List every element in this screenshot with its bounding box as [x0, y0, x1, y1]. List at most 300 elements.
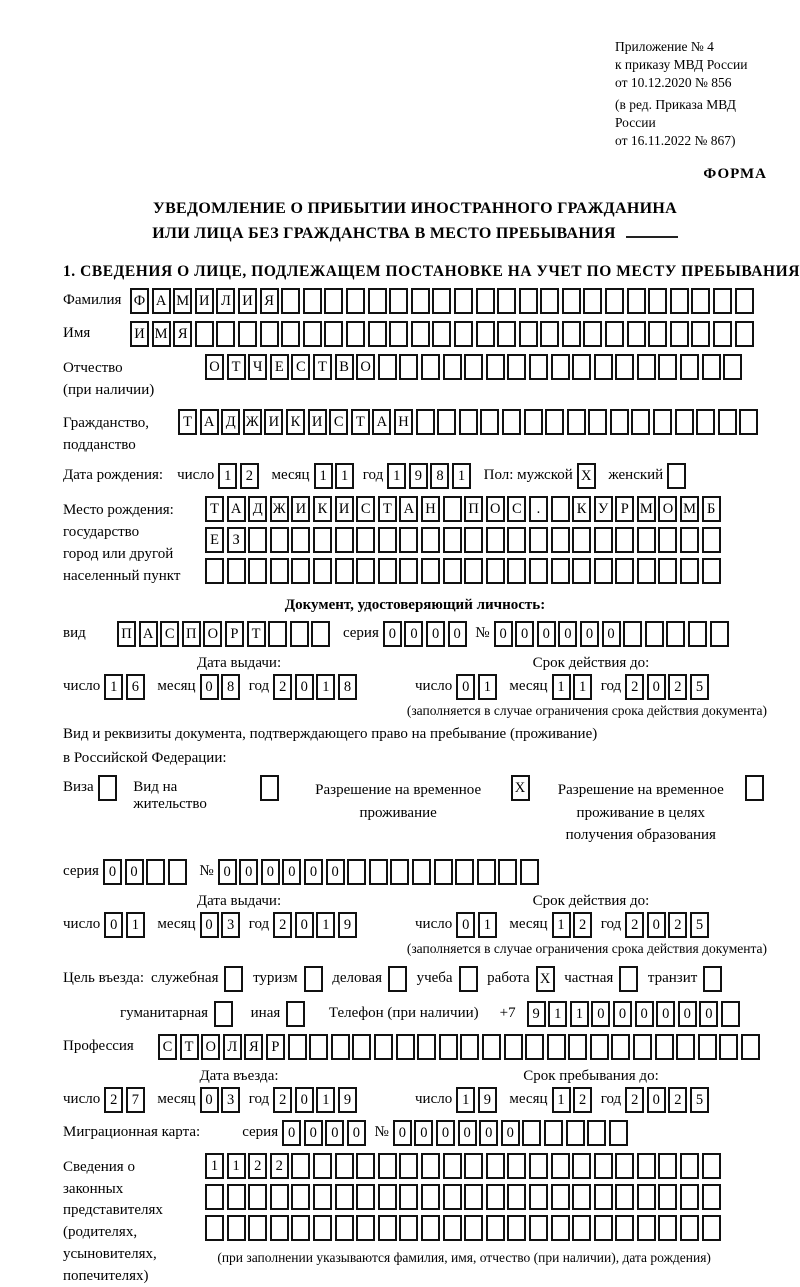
cell-box[interactable] — [421, 527, 440, 553]
cell-box[interactable] — [248, 1215, 267, 1241]
cell-box[interactable] — [281, 288, 300, 314]
cell-box[interactable]: В — [335, 354, 354, 380]
cell-box[interactable] — [411, 288, 430, 314]
cell-box[interactable] — [399, 1184, 418, 1210]
cell-box[interactable] — [675, 409, 694, 435]
cell-box[interactable]: С — [291, 354, 310, 380]
cell-box[interactable] — [389, 321, 408, 347]
cell-box[interactable]: А — [139, 621, 158, 647]
cell-box[interactable] — [648, 321, 667, 347]
checkbox-private[interactable] — [619, 966, 638, 992]
cell-box[interactable] — [551, 558, 570, 584]
cell-box[interactable]: 0 — [239, 859, 258, 885]
cell-box[interactable] — [645, 621, 664, 647]
cell-box[interactable]: А — [227, 496, 246, 522]
cell-box[interactable] — [713, 288, 732, 314]
cell-box[interactable] — [702, 1153, 721, 1179]
cell-box[interactable]: 0 — [458, 1120, 477, 1146]
cell-box[interactable]: Т — [378, 496, 397, 522]
cell-box[interactable] — [688, 621, 707, 647]
cell-box[interactable] — [368, 288, 387, 314]
cell-box[interactable] — [396, 1034, 415, 1060]
cell-box[interactable]: 9 — [478, 1087, 497, 1113]
cell-box[interactable] — [723, 354, 742, 380]
cell-box[interactable] — [313, 1184, 332, 1210]
cell-box[interactable]: 1 — [335, 463, 354, 489]
cell-box[interactable] — [680, 558, 699, 584]
cell-box[interactable] — [227, 1184, 246, 1210]
cell-box[interactable] — [303, 288, 322, 314]
cell-box[interactable]: И — [291, 496, 310, 522]
cell-box[interactable]: И — [308, 409, 327, 435]
cell-box[interactable] — [486, 1215, 505, 1241]
cell-box[interactable] — [551, 1184, 570, 1210]
cell-box[interactable]: 0 — [591, 1001, 610, 1027]
checkbox-male[interactable]: X — [577, 463, 596, 489]
cell-box[interactable]: Т — [227, 354, 246, 380]
cell-box[interactable] — [623, 621, 642, 647]
cell-box[interactable] — [680, 354, 699, 380]
cell-box[interactable] — [477, 859, 496, 885]
cell-box[interactable] — [702, 354, 721, 380]
cell-box[interactable]: 9 — [409, 463, 428, 489]
cell-box[interactable]: 6 — [126, 674, 145, 700]
cell-box[interactable] — [480, 409, 499, 435]
cell-box[interactable]: 9 — [338, 1087, 357, 1113]
cell-box[interactable] — [352, 1034, 371, 1060]
cell-box[interactable] — [346, 288, 365, 314]
cell-box[interactable]: 0 — [295, 1087, 314, 1113]
cell-box[interactable] — [735, 321, 754, 347]
cell-box[interactable] — [735, 288, 754, 314]
cell-box[interactable] — [482, 1034, 501, 1060]
cell-box[interactable] — [702, 1215, 721, 1241]
cell-box[interactable]: С — [160, 621, 179, 647]
cell-box[interactable] — [610, 409, 629, 435]
cell-box[interactable] — [507, 1215, 526, 1241]
cell-box[interactable] — [227, 1215, 246, 1241]
cell-box[interactable] — [594, 1215, 613, 1241]
cell-box[interactable]: З — [227, 527, 246, 553]
cell-box[interactable] — [390, 859, 409, 885]
cell-box[interactable] — [378, 527, 397, 553]
cell-box[interactable]: 1 — [548, 1001, 567, 1027]
cell-box[interactable] — [609, 1120, 628, 1146]
cell-box[interactable] — [676, 1034, 695, 1060]
cell-box[interactable]: 0 — [404, 621, 423, 647]
cell-box[interactable] — [529, 354, 548, 380]
cell-box[interactable] — [547, 1034, 566, 1060]
cell-box[interactable] — [594, 354, 613, 380]
cell-box[interactable]: П — [117, 621, 136, 647]
cell-box[interactable] — [627, 321, 646, 347]
cell-box[interactable]: А — [200, 409, 219, 435]
cell-box[interactable]: 1 — [314, 463, 333, 489]
cell-box[interactable] — [658, 1184, 677, 1210]
cell-box[interactable]: Е — [270, 354, 289, 380]
cell-box[interactable]: Е — [205, 527, 224, 553]
cell-box[interactable] — [567, 409, 586, 435]
cell-box[interactable]: А — [372, 409, 391, 435]
cell-box[interactable]: О — [658, 496, 677, 522]
cell-box[interactable]: 0 — [104, 912, 123, 938]
cell-box[interactable] — [670, 321, 689, 347]
cell-box[interactable] — [464, 558, 483, 584]
checkbox-temp-residence-education[interactable] — [745, 775, 764, 801]
cell-box[interactable]: 0 — [200, 674, 219, 700]
cell-box[interactable] — [551, 496, 570, 522]
cell-box[interactable]: . — [529, 496, 548, 522]
cell-box[interactable]: 0 — [647, 674, 666, 700]
cell-box[interactable]: 0 — [200, 912, 219, 938]
cell-box[interactable] — [615, 1184, 634, 1210]
cell-box[interactable] — [195, 321, 214, 347]
cell-box[interactable] — [399, 1215, 418, 1241]
cell-box[interactable] — [551, 527, 570, 553]
cell-box[interactable] — [432, 321, 451, 347]
cell-box[interactable] — [417, 1034, 436, 1060]
cell-box[interactable]: 1 — [316, 674, 335, 700]
cell-box[interactable] — [399, 558, 418, 584]
cell-box[interactable]: 5 — [690, 674, 709, 700]
cell-box[interactable]: 0 — [325, 1120, 344, 1146]
cell-box[interactable]: 9 — [338, 912, 357, 938]
cell-box[interactable] — [455, 859, 474, 885]
cell-box[interactable] — [399, 1153, 418, 1179]
cell-box[interactable] — [205, 1184, 224, 1210]
cell-box[interactable] — [443, 527, 462, 553]
cell-box[interactable] — [291, 558, 310, 584]
cell-box[interactable]: О — [356, 354, 375, 380]
cell-box[interactable] — [529, 527, 548, 553]
cell-box[interactable]: Д — [248, 496, 267, 522]
cell-box[interactable]: 8 — [338, 674, 357, 700]
cell-box[interactable] — [378, 558, 397, 584]
cell-box[interactable]: Т — [313, 354, 332, 380]
cell-box[interactable] — [497, 321, 516, 347]
cell-box[interactable] — [653, 409, 672, 435]
cell-box[interactable] — [248, 558, 267, 584]
cell-box[interactable]: 3 — [221, 1087, 240, 1113]
cell-box[interactable] — [572, 1153, 591, 1179]
cell-box[interactable] — [615, 354, 634, 380]
cell-box[interactable]: 0 — [678, 1001, 697, 1027]
cell-box[interactable] — [615, 1215, 634, 1241]
cell-box[interactable] — [437, 409, 456, 435]
cell-box[interactable]: 2 — [625, 912, 644, 938]
cell-box[interactable] — [290, 621, 309, 647]
cell-box[interactable]: 2 — [625, 1087, 644, 1113]
cell-box[interactable] — [443, 1153, 462, 1179]
cell-box[interactable]: 2 — [573, 1087, 592, 1113]
cell-box[interactable]: 0 — [602, 621, 621, 647]
cell-box[interactable] — [421, 558, 440, 584]
cell-box[interactable]: И — [238, 288, 257, 314]
cell-box[interactable] — [627, 288, 646, 314]
cell-box[interactable] — [421, 1184, 440, 1210]
cell-box[interactable] — [551, 1215, 570, 1241]
cell-box[interactable] — [507, 527, 526, 553]
cell-box[interactable]: 1 — [316, 912, 335, 938]
cell-box[interactable] — [416, 409, 435, 435]
cell-box[interactable] — [443, 354, 462, 380]
cell-box[interactable]: 2 — [273, 1087, 292, 1113]
cell-box[interactable] — [562, 321, 581, 347]
cell-box[interactable]: 9 — [527, 1001, 546, 1027]
cell-box[interactable] — [502, 409, 521, 435]
cell-box[interactable]: А — [152, 288, 171, 314]
cell-box[interactable]: Д — [221, 409, 240, 435]
cell-box[interactable] — [378, 1153, 397, 1179]
checkbox-tourism[interactable] — [304, 966, 323, 992]
cell-box[interactable] — [281, 321, 300, 347]
cell-box[interactable]: 1 — [218, 463, 237, 489]
cell-box[interactable] — [594, 1184, 613, 1210]
cell-box[interactable]: 0 — [383, 621, 402, 647]
cell-box[interactable] — [718, 409, 737, 435]
cell-box[interactable]: 8 — [430, 463, 449, 489]
checkbox-residence-permit[interactable] — [260, 775, 279, 801]
cell-box[interactable]: Ж — [243, 409, 262, 435]
cell-box[interactable] — [540, 321, 559, 347]
cell-box[interactable] — [346, 321, 365, 347]
cell-box[interactable] — [268, 621, 287, 647]
cell-box[interactable] — [529, 1153, 548, 1179]
cell-box[interactable] — [583, 321, 602, 347]
cell-box[interactable]: К — [572, 496, 591, 522]
cell-box[interactable] — [741, 1034, 760, 1060]
cell-box[interactable] — [615, 1153, 634, 1179]
cell-box[interactable] — [313, 1153, 332, 1179]
cell-box[interactable] — [611, 1034, 630, 1060]
cell-box[interactable] — [605, 321, 624, 347]
cell-box[interactable] — [421, 1215, 440, 1241]
cell-box[interactable]: 0 — [218, 859, 237, 885]
checkbox-other[interactable] — [286, 1001, 305, 1027]
cell-box[interactable] — [291, 1215, 310, 1241]
cell-box[interactable]: 0 — [479, 1120, 498, 1146]
cell-box[interactable]: 0 — [436, 1120, 455, 1146]
cell-box[interactable]: 1 — [552, 1087, 571, 1113]
cell-box[interactable]: Р — [266, 1034, 285, 1060]
cell-box[interactable] — [545, 409, 564, 435]
cell-box[interactable]: 0 — [647, 912, 666, 938]
cell-box[interactable]: 0 — [282, 859, 301, 885]
cell-box[interactable]: Т — [178, 409, 197, 435]
cell-box[interactable]: 0 — [347, 1120, 366, 1146]
cell-box[interactable]: 0 — [537, 621, 556, 647]
cell-box[interactable] — [248, 1184, 267, 1210]
cell-box[interactable] — [378, 1184, 397, 1210]
cell-box[interactable] — [486, 1153, 505, 1179]
cell-box[interactable] — [335, 558, 354, 584]
cell-box[interactable]: 2 — [270, 1153, 289, 1179]
cell-box[interactable] — [146, 859, 165, 885]
cell-box[interactable] — [378, 354, 397, 380]
cell-box[interactable] — [309, 1034, 328, 1060]
cell-box[interactable]: 0 — [699, 1001, 718, 1027]
cell-box[interactable]: 1 — [552, 912, 571, 938]
cell-box[interactable] — [356, 1153, 375, 1179]
cell-box[interactable]: Т — [180, 1034, 199, 1060]
cell-box[interactable]: 5 — [690, 912, 709, 938]
cell-box[interactable] — [522, 1120, 541, 1146]
cell-box[interactable]: 0 — [103, 859, 122, 885]
cell-box[interactable]: И — [264, 409, 283, 435]
checkbox-temp-residence[interactable]: X — [511, 775, 530, 801]
cell-box[interactable] — [497, 288, 516, 314]
cell-box[interactable] — [637, 527, 656, 553]
cell-box[interactable]: 0 — [304, 1120, 323, 1146]
cell-box[interactable] — [594, 558, 613, 584]
cell-box[interactable]: М — [173, 288, 192, 314]
cell-box[interactable] — [680, 527, 699, 553]
cell-box[interactable] — [356, 527, 375, 553]
cell-box[interactable]: 1 — [456, 1087, 475, 1113]
cell-box[interactable] — [270, 527, 289, 553]
checkbox-transit[interactable] — [703, 966, 722, 992]
cell-box[interactable]: 0 — [261, 859, 280, 885]
cell-box[interactable] — [529, 558, 548, 584]
checkbox-official[interactable] — [224, 966, 243, 992]
cell-box[interactable] — [658, 354, 677, 380]
cell-box[interactable] — [399, 527, 418, 553]
cell-box[interactable]: И — [335, 496, 354, 522]
cell-box[interactable] — [476, 288, 495, 314]
cell-box[interactable] — [572, 354, 591, 380]
cell-box[interactable]: У — [594, 496, 613, 522]
cell-box[interactable]: 1 — [570, 1001, 589, 1027]
cell-box[interactable] — [519, 288, 538, 314]
cell-box[interactable] — [421, 354, 440, 380]
cell-box[interactable] — [710, 621, 729, 647]
cell-box[interactable]: 0 — [295, 912, 314, 938]
cell-box[interactable]: Т — [351, 409, 370, 435]
cell-box[interactable] — [324, 288, 343, 314]
cell-box[interactable]: 0 — [580, 621, 599, 647]
cell-box[interactable] — [227, 558, 246, 584]
cell-box[interactable] — [507, 1184, 526, 1210]
cell-box[interactable] — [544, 1120, 563, 1146]
cell-box[interactable] — [291, 1184, 310, 1210]
cell-box[interactable] — [551, 1153, 570, 1179]
cell-box[interactable] — [702, 1184, 721, 1210]
cell-box[interactable] — [311, 621, 330, 647]
cell-box[interactable]: 1 — [387, 463, 406, 489]
cell-box[interactable]: 1 — [126, 912, 145, 938]
cell-box[interactable] — [459, 409, 478, 435]
cell-box[interactable]: Л — [216, 288, 235, 314]
cell-box[interactable] — [331, 1034, 350, 1060]
cell-box[interactable]: 1 — [478, 674, 497, 700]
cell-box[interactable]: Н — [421, 496, 440, 522]
cell-box[interactable]: С — [158, 1034, 177, 1060]
cell-box[interactable] — [525, 1034, 544, 1060]
cell-box[interactable] — [168, 859, 187, 885]
cell-box[interactable] — [696, 409, 715, 435]
cell-box[interactable] — [507, 354, 526, 380]
cell-box[interactable]: 0 — [613, 1001, 632, 1027]
cell-box[interactable]: 0 — [515, 621, 534, 647]
cell-box[interactable] — [335, 1153, 354, 1179]
cell-box[interactable]: 0 — [426, 621, 445, 647]
cell-box[interactable] — [529, 1215, 548, 1241]
cell-box[interactable] — [356, 558, 375, 584]
cell-box[interactable] — [658, 1153, 677, 1179]
cell-box[interactable] — [605, 288, 624, 314]
cell-box[interactable] — [464, 1184, 483, 1210]
cell-box[interactable] — [615, 558, 634, 584]
cell-box[interactable]: О — [203, 621, 222, 647]
checkbox-visa[interactable] — [98, 775, 117, 801]
cell-box[interactable] — [507, 1153, 526, 1179]
cell-box[interactable] — [658, 1215, 677, 1241]
cell-box[interactable] — [637, 1215, 656, 1241]
cell-box[interactable]: 2 — [273, 674, 292, 700]
cell-box[interactable] — [335, 527, 354, 553]
cell-box[interactable]: 0 — [295, 674, 314, 700]
cell-box[interactable] — [551, 354, 570, 380]
cell-box[interactable]: 2 — [625, 674, 644, 700]
cell-box[interactable] — [432, 288, 451, 314]
cell-box[interactable]: 0 — [393, 1120, 412, 1146]
cell-box[interactable] — [588, 409, 607, 435]
cell-box[interactable] — [615, 527, 634, 553]
cell-box[interactable] — [680, 1153, 699, 1179]
cell-box[interactable]: 0 — [414, 1120, 433, 1146]
cell-box[interactable] — [562, 288, 581, 314]
cell-box[interactable]: С — [356, 496, 375, 522]
cell-box[interactable]: 2 — [668, 674, 687, 700]
cell-box[interactable]: М — [152, 321, 171, 347]
cell-box[interactable] — [460, 1034, 479, 1060]
cell-box[interactable]: 1 — [205, 1153, 224, 1179]
cell-box[interactable] — [313, 1215, 332, 1241]
cell-box[interactable] — [568, 1034, 587, 1060]
cell-box[interactable] — [443, 1215, 462, 1241]
cell-box[interactable]: 1 — [573, 674, 592, 700]
cell-box[interactable] — [260, 321, 279, 347]
cell-box[interactable] — [335, 1215, 354, 1241]
cell-box[interactable]: 5 — [690, 1087, 709, 1113]
cell-box[interactable] — [658, 558, 677, 584]
cell-box[interactable]: К — [286, 409, 305, 435]
cell-box[interactable] — [486, 527, 505, 553]
cell-box[interactable] — [291, 527, 310, 553]
cell-box[interactable]: 1 — [552, 674, 571, 700]
cell-box[interactable] — [572, 1184, 591, 1210]
cell-box[interactable] — [313, 527, 332, 553]
cell-box[interactable]: П — [182, 621, 201, 647]
cell-box[interactable] — [347, 859, 366, 885]
cell-box[interactable] — [369, 859, 388, 885]
cell-box[interactable] — [680, 1184, 699, 1210]
cell-box[interactable] — [691, 288, 710, 314]
cell-box[interactable] — [389, 288, 408, 314]
cell-box[interactable] — [540, 288, 559, 314]
cell-box[interactable] — [719, 1034, 738, 1060]
cell-box[interactable]: К — [313, 496, 332, 522]
cell-box[interactable] — [443, 1184, 462, 1210]
cell-box[interactable]: 0 — [656, 1001, 675, 1027]
cell-box[interactable]: Р — [225, 621, 244, 647]
checkbox-business[interactable] — [388, 966, 407, 992]
cell-box[interactable] — [655, 1034, 674, 1060]
cell-box[interactable] — [205, 1215, 224, 1241]
cell-box[interactable]: Р — [615, 496, 634, 522]
cell-box[interactable]: 0 — [647, 1087, 666, 1113]
cell-box[interactable] — [335, 1184, 354, 1210]
